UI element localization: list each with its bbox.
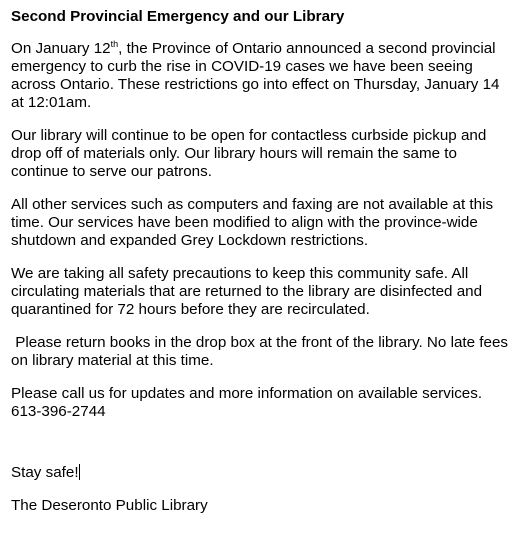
paragraph-services: All other services such as computers and faxing are not available at this time. Our services have been modified to align with the province-wide shutdown and expanded Grey Lockdown restrictions. (11, 196, 498, 249)
contact-text: Please call us for updates and more information on available services. (11, 385, 483, 402)
closing-line (11, 464, 511, 482)
signature: The Deseronto Public Library (11, 497, 208, 514)
paragraph-curbside: Our library will continue to be open for contactless curbside pickup and drop off of materials only. Our library hours will remain the same to continue to serve our patrons. (11, 127, 491, 180)
paragraph-returns: Please return books in the drop box at the front of the library. No late fees on library material at this time. (11, 334, 513, 369)
announcement-body-text: , the Province of Ontario announced a second provincial emergency to curb the rise in COVID-19 cases we have been seeing across Ontario. These restrictions go into effect on Thursday, January 14 at 12:01am. (11, 40, 504, 111)
paragraph-safety: We are taking all safety precautions to keep this community safe. All circulating materials that are returned to the library are disinfected and quarantined for 72 hours before they are recirculated. (11, 265, 487, 318)
ordinal-suffix: th (110, 39, 119, 49)
closing-text: Stay safe! (11, 464, 79, 481)
text-cursor (79, 464, 80, 480)
announcement-date-text: On January 12 (11, 40, 111, 57)
document-title: Second Provincial Emergency and our Library (11, 8, 345, 25)
paragraph-announcement (11, 40, 511, 112)
paragraph-contact (11, 385, 511, 421)
document-body (11, 7, 511, 530)
phone-number: 613-396-2744 (11, 403, 106, 420)
